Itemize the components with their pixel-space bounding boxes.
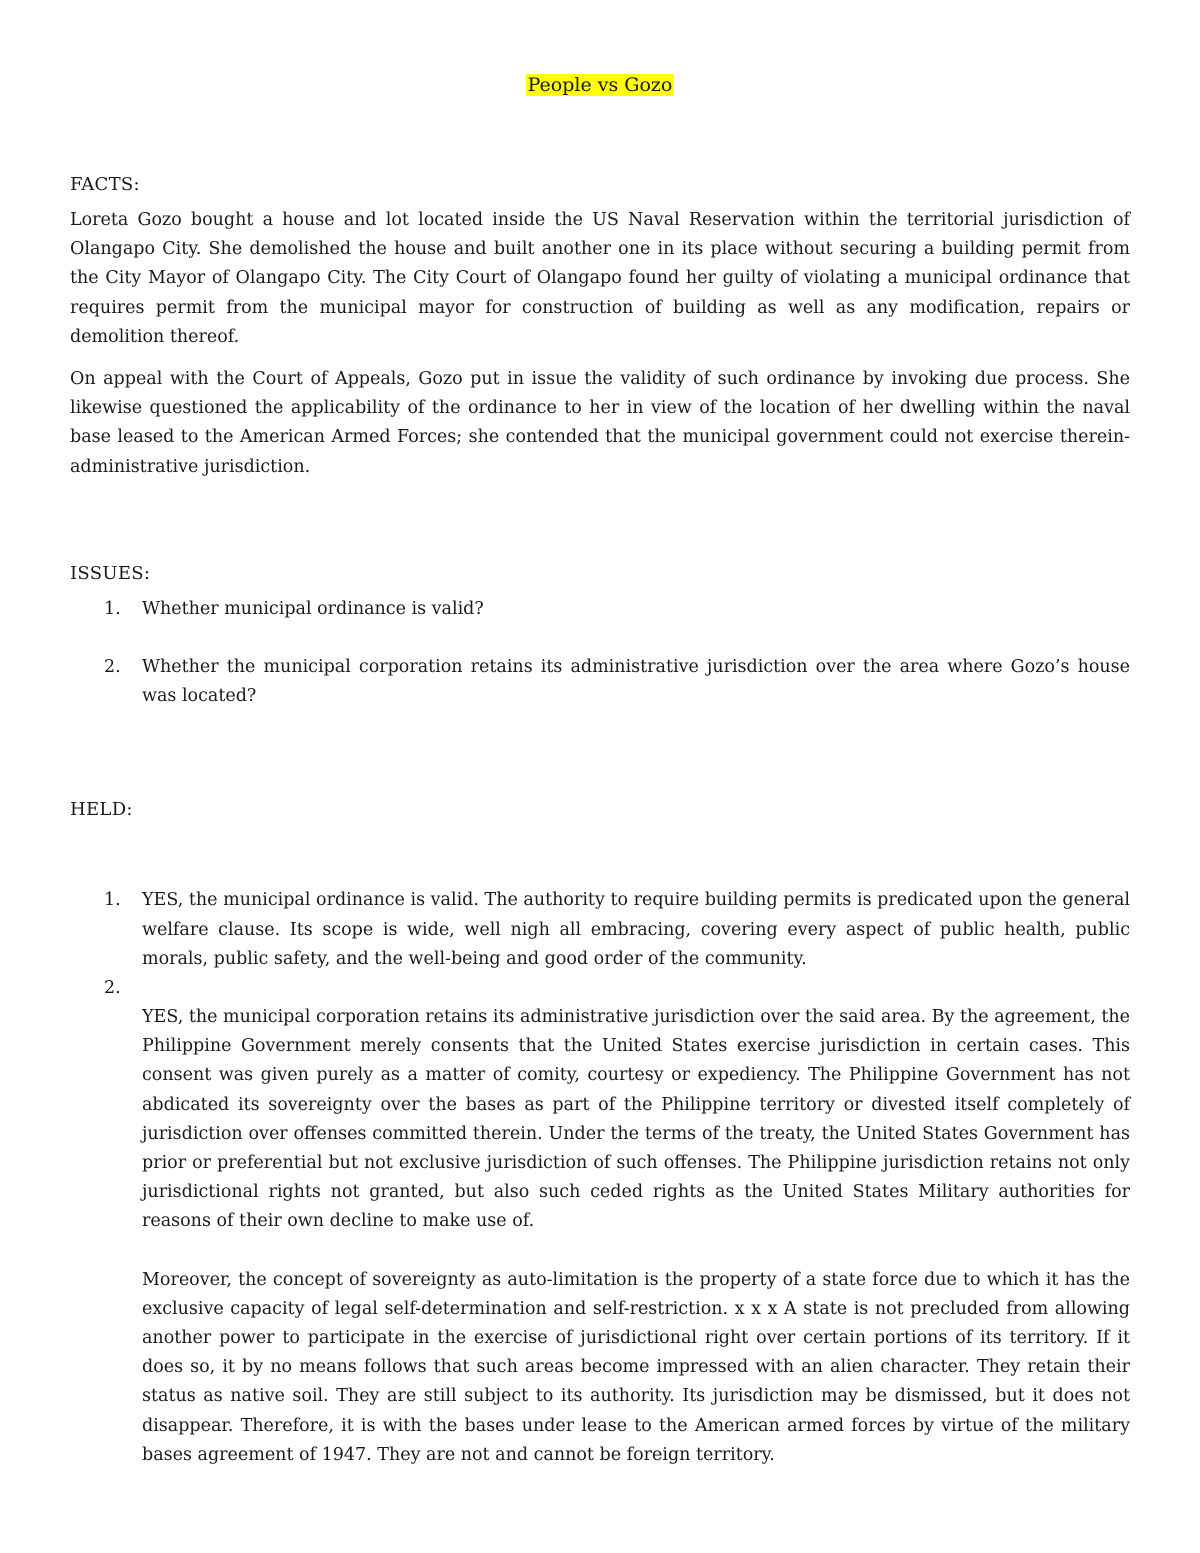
issue-number: 1. — [104, 598, 121, 619]
document-title: People vs Gozo — [527, 74, 673, 96]
held-item-1 — [70, 886, 1130, 974]
held-paragraph: Moreover, the concept of sovereignty as auto-limitation is the property of a state force due to which it has the exclusive capacity of legal self-determination and self-restriction. x x x A state is not precluded from allowing another power to participate in the exercise of jurisdictional right over certain portions of its territory. If it does so, it by no means follows that such areas become impressed with an alien character. They retain their status as native soil. They are still subject to its authority. Its jurisdiction may be dismissed, but it does not disappear. Therefore, it is with the bases under lease to the American armed forces by virtue of the military bases agreement of 1947. They are not and cannot be foreign territory. — [142, 1269, 1130, 1465]
issue-number: 2. — [104, 657, 121, 678]
facts-heading: FACTS: — [70, 174, 140, 195]
held-item-2 — [70, 974, 1130, 1470]
issue-item-2 — [70, 653, 1130, 711]
held-heading: HELD: — [70, 799, 133, 821]
held-list — [70, 886, 1130, 1470]
held-paragraph: YES, the municipal ordinance is valid. The authority to require building permits is predicated upon the general welfare clause. Its scope is wide, well nigh all embracing, covering every aspect of public health, public morals, public safety, and the well-being and good order of the community. — [142, 890, 1130, 969]
issue-text: Whether municipal ordinance is valid? — [142, 598, 484, 619]
document-page — [70, 70, 1130, 1470]
held-paragraph: YES, the municipal corporation retains its administrative jurisdiction over the said area. By the agreement, the Philippine Government merely consents that the United States exercise jurisdiction in certain cases. This consent was given purely as a matter of comity, courtesy or expediency. The Philippine Government has not abdicated its sovereignty over the bases as part of the Philippine territory or divested itself completely of jurisdiction over offenses committed therein. Under the terms of the treaty, the United States Government has prior or preferential but not exclusive jurisdiction of such offenses. The Philippine jurisdiction retains not only jurisdictional rights not granted, but also such ceded rights as the United States Military authorities for reasons of their own decline to make use of. — [142, 1007, 1130, 1232]
held-number: 2. — [104, 978, 121, 999]
issue-text: Whether the municipal corporation retains its administrative jurisdiction over the area where Gozo’s house was located? — [142, 657, 1130, 707]
held-number: 1. — [104, 890, 121, 911]
issues-list — [70, 595, 1130, 712]
issues-heading: ISSUES: — [70, 562, 151, 584]
facts-paragraph-2: On appeal with the Court of Appeals, Gozo put in issue the validity of such ordinance by invoking due process. She likewise questioned the applicability of the ordinance to her in view of the location of her dwelling within the naval base leased to the American Armed Forces; she contended that the municipal government could not exercise therein-administrative jurisdiction. — [70, 369, 1130, 477]
facts-paragraph-1: Loreta Gozo bought a house and lot located inside the US Naval Reservation within the territorial jurisdiction of Olangapo City. She demolished the house and built another one in its place without securing a building permit from the City Mayor of Olangapo City. The City Court of Olangapo found her guilty of violating a municipal ordinance that requires permit from the municipal mayor for construction of building as well as any modification, repairs or demolition thereof. — [70, 210, 1130, 347]
title-block — [70, 70, 1130, 100]
issue-item-1 — [70, 595, 1130, 624]
